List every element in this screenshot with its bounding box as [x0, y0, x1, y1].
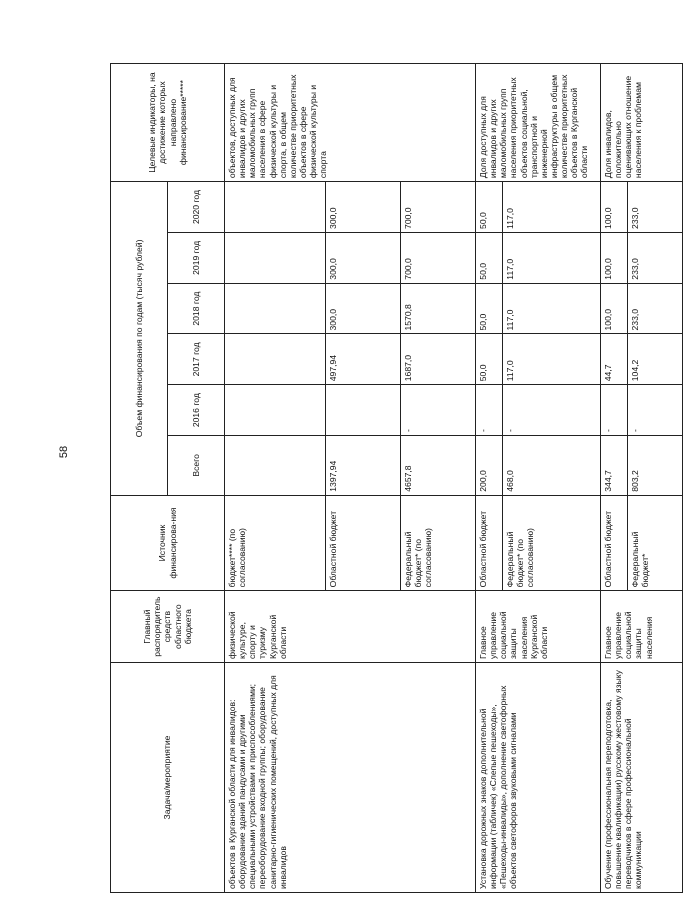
year-cell: 100,0 — [601, 232, 628, 283]
year-cell: - — [503, 385, 601, 436]
year-cell: 1570,8 — [401, 283, 476, 334]
financing-table — [110, 63, 683, 893]
year-cell: 300,0 — [326, 182, 401, 233]
header-2017: 2017 год — [168, 334, 225, 385]
year-cell: 700,0 — [401, 232, 476, 283]
year-cell — [225, 232, 326, 283]
year-cell: 50,0 — [476, 334, 503, 385]
org-cell: физической культуре, спорту и туризму Курганской области — [225, 591, 476, 663]
financing-table-sheet — [110, 63, 654, 893]
year-cell: 50,0 — [476, 182, 503, 233]
year-cell — [225, 385, 326, 436]
source-cell: Федеральный бюджет* — [628, 495, 683, 591]
source-cell: бюджет**** (по согласованию) — [225, 495, 326, 591]
header-source: Источник финансирова-ния — [111, 495, 225, 591]
year-cell: 300,0 — [326, 283, 401, 334]
total-cell: 468,0 — [503, 436, 601, 496]
header-indicators: Целевые индикаторы, на достижение которых направлено финансирование***** — [111, 64, 225, 182]
header-2016: 2016 год — [168, 385, 225, 436]
year-cell: - — [401, 385, 476, 436]
total-cell — [225, 436, 326, 496]
year-cell: 50,0 — [476, 232, 503, 283]
year-cell — [326, 385, 401, 436]
table-row — [225, 64, 326, 893]
header-total: Всего — [168, 436, 225, 496]
year-cell — [225, 182, 326, 233]
year-cell — [225, 283, 326, 334]
year-cell: - — [601, 385, 628, 436]
year-cell: 100,0 — [601, 182, 628, 233]
year-cell: 300,0 — [326, 232, 401, 283]
year-cell: 233,0 — [628, 283, 683, 334]
table-row — [476, 64, 503, 893]
year-cell: 1687,0 — [401, 334, 476, 385]
year-cell: - — [628, 385, 683, 436]
indicator-cell: Доля доступных для инвалидов и других маломобильных групп населения приоритетных объектов социальной, транспортной и инженерной инфраструктуры в общем количестве приоритетных объектов в Курганской области — [476, 64, 601, 182]
total-cell: 1397,94 — [326, 436, 401, 496]
page-number: 58 — [58, 445, 70, 459]
year-cell: 117,0 — [503, 232, 601, 283]
header-task: Задача/мероприятие — [111, 663, 225, 893]
org-cell: Главное управление социальной защиты населения Курганской области — [476, 591, 601, 663]
year-cell: 117,0 — [503, 182, 601, 233]
header-2018: 2018 год — [168, 283, 225, 334]
header-row-1 — [111, 64, 168, 893]
total-cell: 803,2 — [628, 436, 683, 496]
source-cell: Федеральный бюджет* (по согласованию) — [503, 495, 601, 591]
year-cell: 100,0 — [601, 283, 628, 334]
year-cell: 44,7 — [601, 334, 628, 385]
header-volume: Объем финансирования по годам (тысяч рублей) — [111, 182, 168, 496]
total-cell: 200,0 — [476, 436, 503, 496]
indicator-cell: объектов, доступных для инвалидов и других маломобильных групп населения в сфере физической культуры и спорта, в общем количестве приоритетных объектов в сфере физической культуры и спорта — [225, 64, 476, 182]
task-cell: Обучение (профессиональная переподготовка, повышение квалификации) русскому жестовому языку переводчиков в сфере профессиональной коммуникации — [601, 663, 683, 893]
year-cell: - — [476, 385, 503, 436]
source-cell: Областной бюджет — [326, 495, 401, 591]
task-cell: объектов в Курганской области для инвалидов: оборудование зданий пандусами и другими специальными устройствами и приспособлениями; переоборудование входной группы; оборудование санитарно-гигиенических помещений, доступных для инвалидов — [225, 663, 476, 893]
year-cell: 497,94 — [326, 334, 401, 385]
header-2020: 2020 год — [168, 182, 225, 233]
source-cell: Федеральный бюджет* (по согласованию) — [401, 495, 476, 591]
year-cell: 233,0 — [628, 182, 683, 233]
header-org: Главный распорядитель средств областного бюджета — [111, 591, 225, 663]
year-cell: 50,0 — [476, 283, 503, 334]
total-cell: 344,7 — [601, 436, 628, 496]
year-cell: 117,0 — [503, 334, 601, 385]
task-cell: Установка дорожных знаков дополнительной информации (табличек) «Слепые пешеходы», «Пешеходы-инвалиды», дополнение светофорных объектов светофоров звуковыми сигналами — [476, 663, 601, 893]
source-cell: Областной бюджет — [601, 495, 628, 591]
org-cell: Главное управление социальной защиты населения — [601, 591, 683, 663]
year-cell — [225, 334, 326, 385]
year-cell: 700,0 — [401, 182, 476, 233]
year-cell: 104,2 — [628, 334, 683, 385]
indicator-cell: Доля инвалидов, положительно оценивающих отношение населения к проблемам — [601, 64, 683, 182]
table-row — [601, 64, 628, 893]
year-cell: 233,0 — [628, 232, 683, 283]
total-cell: 4657,8 — [401, 436, 476, 496]
source-cell: Областной бюджет — [476, 495, 503, 591]
year-cell: 117,0 — [503, 283, 601, 334]
header-2019: 2019 год — [168, 232, 225, 283]
